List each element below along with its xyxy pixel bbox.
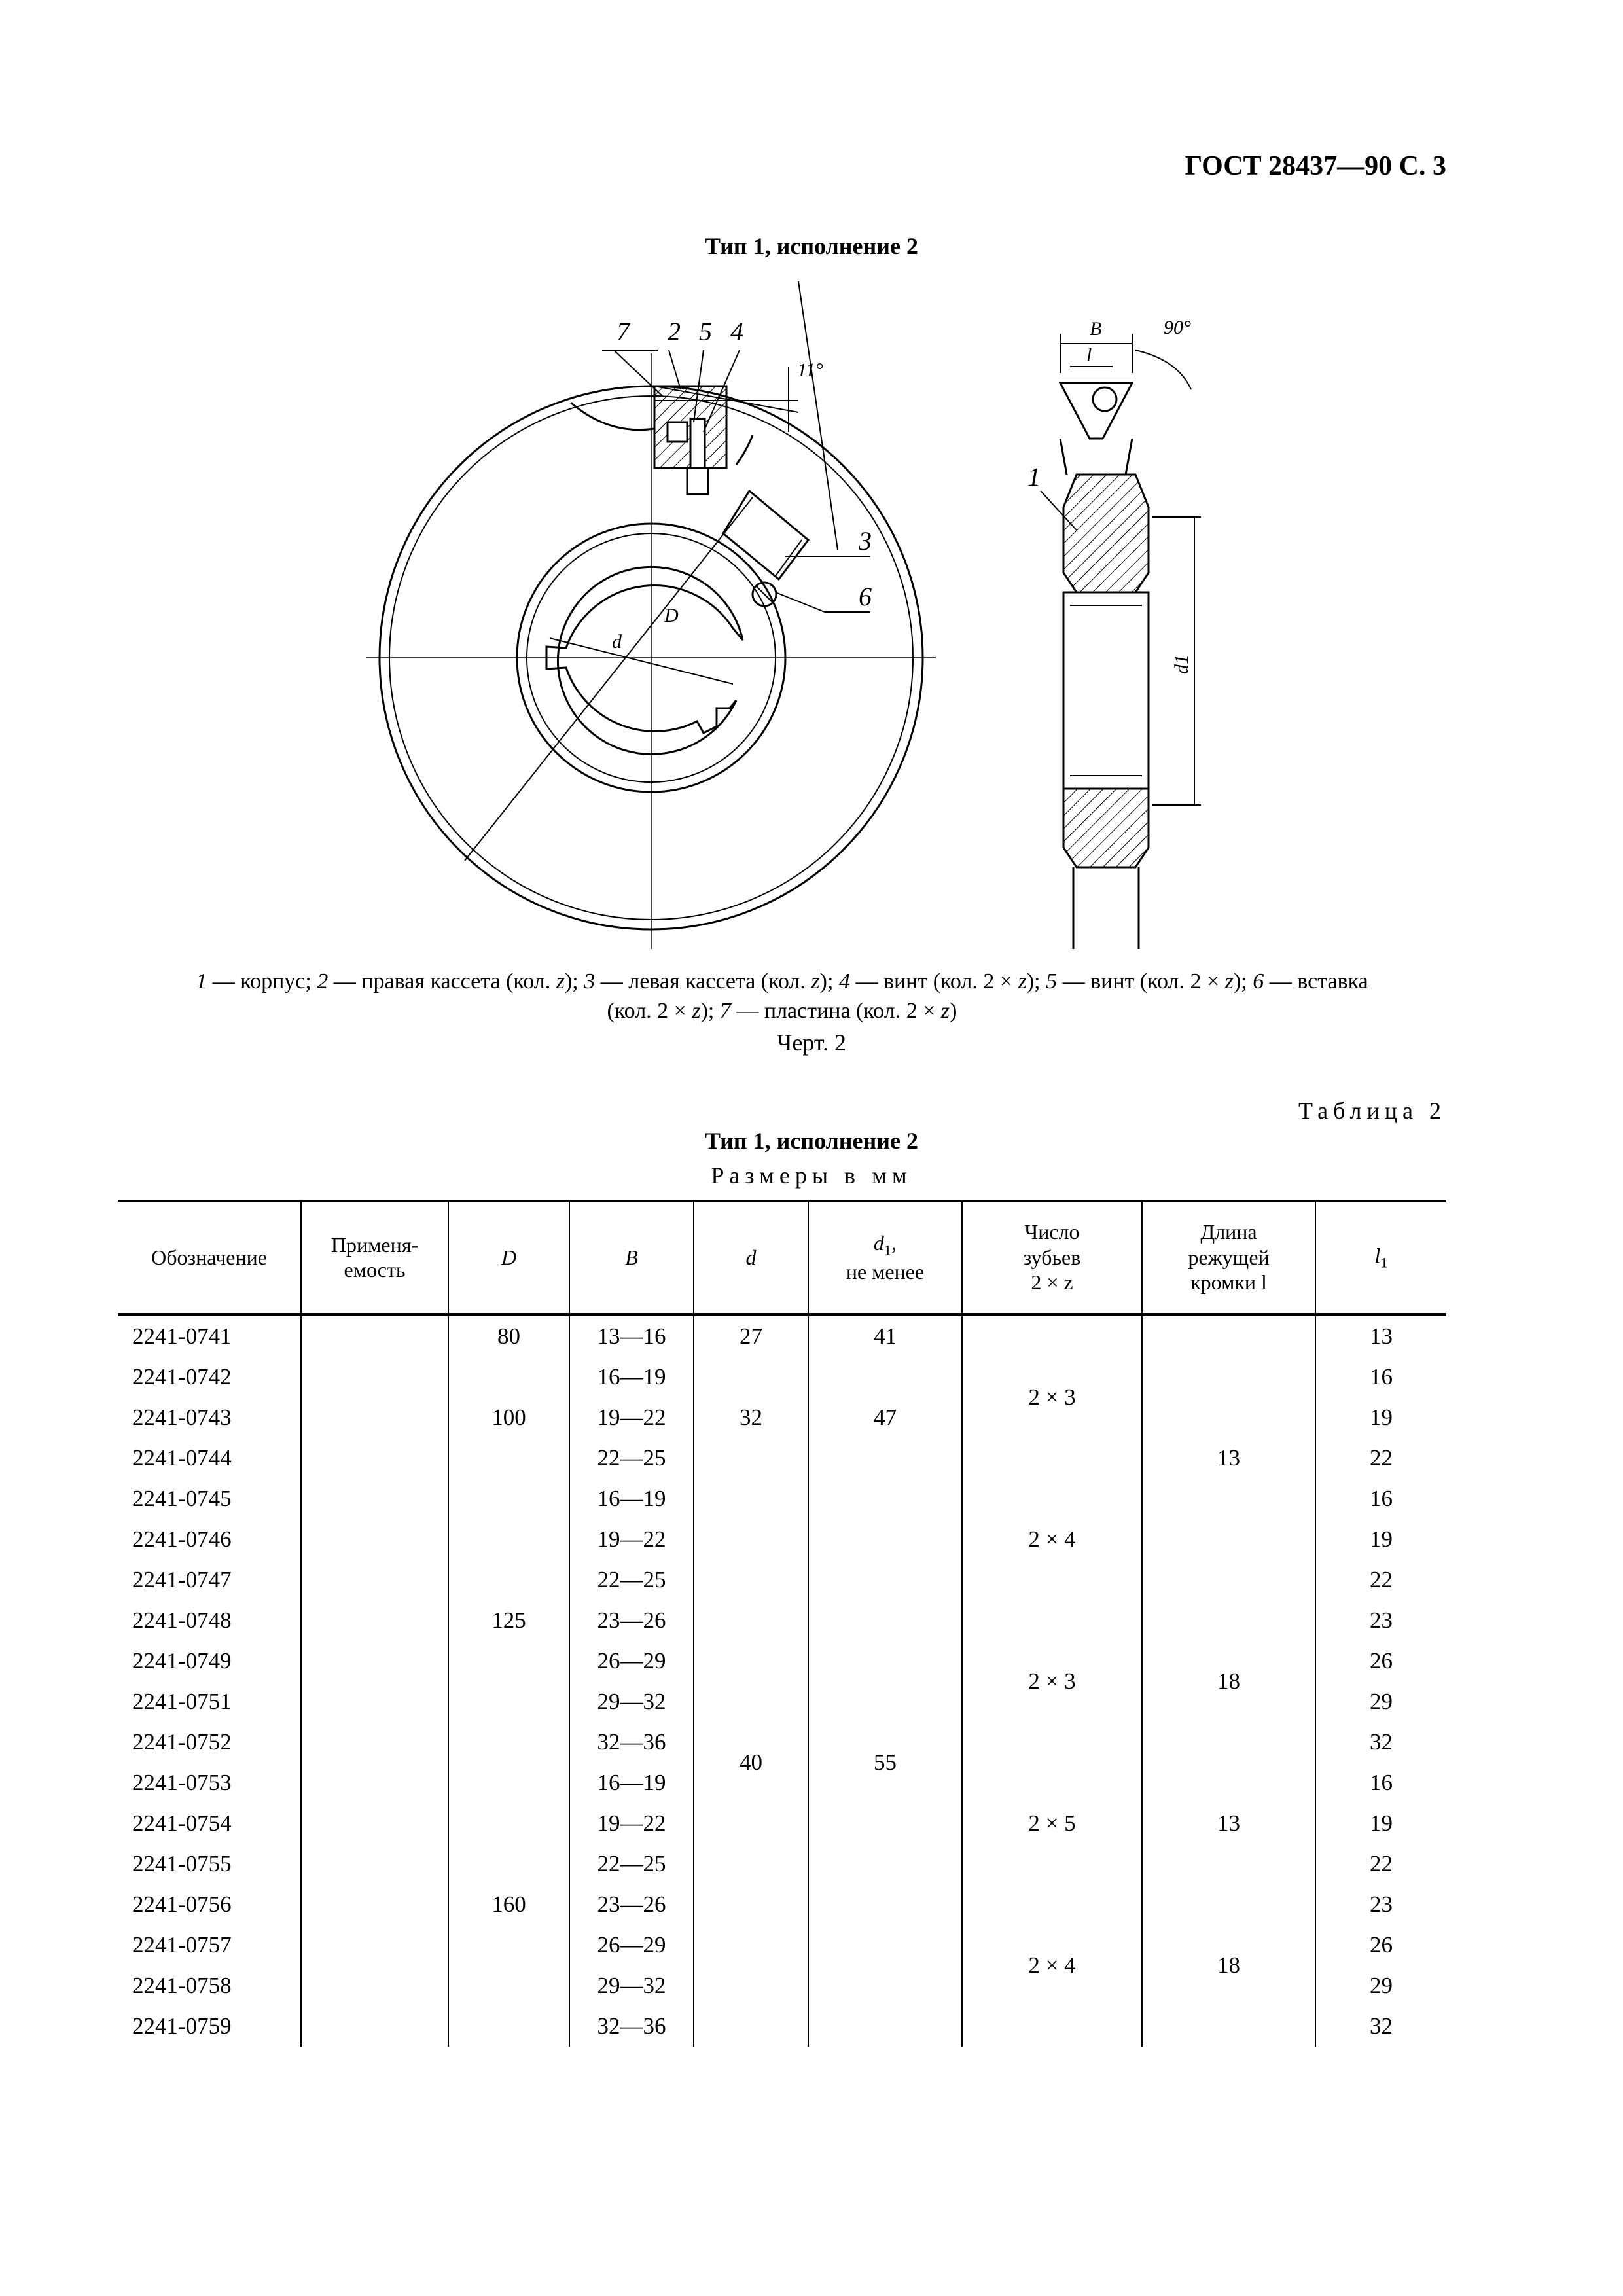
cell-B: 29—32 [569, 1965, 694, 2006]
header-text: B [625, 1245, 638, 1269]
caption-text: ) [950, 998, 957, 1023]
caption-var: z [811, 969, 820, 994]
body-section-lower [1063, 789, 1149, 867]
cell-cutting-length: 13 [1142, 1315, 1315, 1601]
hub-bore-section [1063, 592, 1149, 789]
caption-line-2 [118, 997, 1446, 1026]
callout-5: 5 [699, 317, 712, 346]
angle-90-label: 90° [1164, 317, 1191, 338]
cell-B: 19—22 [569, 1519, 694, 1560]
caption-var: z [1224, 969, 1234, 994]
caption-num: 4 [838, 969, 850, 994]
cell-D: 125 [448, 1479, 569, 1763]
dim-line-D [465, 497, 753, 861]
callout-6: 6 [859, 582, 872, 611]
technical-drawing [366, 281, 1283, 962]
dim-90-arc [1135, 350, 1191, 389]
callout-4: 4 [730, 317, 743, 346]
header-text: Применя- [330, 1232, 419, 1257]
screw-head [687, 468, 708, 494]
caption-text: — пластина (кол. 2 × [730, 998, 941, 1023]
caption-var: z [692, 998, 701, 1023]
cell-designation: 2241-0754 [132, 1810, 232, 1836]
dimensions-table [118, 1200, 1446, 2047]
dim-line-d [550, 638, 733, 684]
header-text: режущей [1188, 1245, 1270, 1269]
table-title: Тип 1, исполнение 2 [705, 1128, 918, 1154]
caption-num: 7 [719, 998, 731, 1023]
drawing-caption [118, 967, 1446, 1026]
leader-2 [669, 350, 681, 389]
leader-7 [614, 350, 662, 396]
cell-designation: 2241-0755 [132, 1851, 232, 1876]
caption-text: ); [1233, 969, 1253, 994]
cell-teeth: 2 × 4 [962, 1479, 1142, 1600]
cell-l1: 23 [1315, 1884, 1446, 1925]
figure-label: Черт. 2 [777, 1030, 846, 1056]
caption-text: — корпус; [207, 969, 317, 994]
cassette-edge [776, 540, 802, 576]
caption-text: ); [700, 998, 720, 1023]
header-cutting-length [1142, 1201, 1315, 1315]
front-view [366, 281, 936, 949]
cell-B: 22—25 [569, 1438, 694, 1479]
caption-var: z [1018, 969, 1027, 994]
header-l1 [1315, 1201, 1446, 1315]
header-text: не менее [846, 1259, 925, 1283]
caption-num: 2 [317, 969, 329, 994]
header-text: d [873, 1230, 884, 1255]
caption-text: — винт (кол. 2 × [1057, 969, 1225, 994]
callout-1: 1 [1027, 462, 1041, 492]
side-edge-right [1126, 439, 1132, 475]
table-header-row [118, 1201, 1446, 1315]
cell-designation: 2241-0747 [132, 1567, 232, 1592]
header-text: D [501, 1245, 517, 1269]
cell-cutting-length: 13 [1142, 1763, 1315, 1884]
cell-d: 32 [694, 1357, 808, 1479]
cell-teeth: 2 × 5 [962, 1763, 1142, 1884]
cell-designation: 2241-0744 [132, 1445, 232, 1471]
dim-d1-label: d1 [1171, 655, 1192, 674]
header-subscript: 1 [883, 1242, 892, 1259]
cell-l1: 26 [1315, 1641, 1446, 1681]
table-label: Таблица 2 [1298, 1098, 1446, 1124]
cell-B: 32—36 [569, 2006, 694, 2047]
cassette-recess-right [736, 435, 753, 465]
dim-B-label: B [1090, 318, 1102, 340]
side-edge-left [1060, 439, 1067, 475]
header-subscript: 1 [1380, 1254, 1388, 1271]
caption-num: 6 [1253, 969, 1264, 994]
cell-B: 19—22 [569, 1397, 694, 1438]
header-text: 2 × z [1031, 1270, 1073, 1295]
caption-text: — винт (кол. 2 × [849, 969, 1018, 994]
cell-designation: 2241-0748 [132, 1607, 232, 1633]
cell-d1: 41 [808, 1315, 962, 1357]
caption-var: z [556, 969, 565, 994]
cell-l1: 29 [1315, 1681, 1446, 1722]
cassette-pocket [668, 422, 687, 442]
cell-l1: 19 [1315, 1397, 1446, 1438]
cell-teeth: 2 × 4 [962, 1884, 1142, 2047]
cell-designation: 2241-0742 [132, 1364, 232, 1390]
cell-designation: 2241-0745 [132, 1486, 232, 1511]
cell-B: 32—36 [569, 1722, 694, 1763]
table-units: Размеры в мм [711, 1162, 912, 1189]
cell-B: 19—22 [569, 1803, 694, 1844]
angle-11-label: 11° [797, 359, 823, 381]
caption-var: z [940, 998, 950, 1023]
header-d [694, 1201, 808, 1315]
cell-teeth: 2 × 3 [962, 1600, 1142, 1763]
cell-designation: 2241-0753 [132, 1770, 232, 1795]
dim-D-label: D [664, 605, 679, 626]
tooth-hole [1093, 387, 1116, 411]
cell-B: 16—19 [569, 1357, 694, 1397]
side-view [1041, 334, 1201, 949]
cutter-drawing-svg [366, 281, 1283, 962]
header-text: емость [344, 1258, 406, 1282]
body-section-upper [1063, 475, 1149, 592]
cell-B: 26—29 [569, 1925, 694, 1965]
header-text: l [1374, 1243, 1381, 1267]
header-text: кромки l [1190, 1270, 1267, 1295]
cell-l1: 22 [1315, 1438, 1446, 1479]
callout-2: 2 [668, 317, 681, 346]
drawing-title: Тип 1, исполнение 2 [705, 233, 918, 259]
leader-6 [776, 592, 825, 612]
caption-text: — левая кассета (кол. [595, 969, 812, 994]
cell-designation: 2241-0749 [132, 1648, 232, 1674]
cell-cutting-length: 18 [1142, 1884, 1315, 2047]
cell-d: 40 [694, 1479, 808, 2047]
cell-l1: 16 [1315, 1479, 1446, 1519]
header-text: Обозначение [151, 1245, 267, 1269]
header-text: , [891, 1230, 897, 1255]
dim-l-label: l [1086, 344, 1092, 366]
cell-designation: 2241-0743 [132, 1405, 232, 1430]
cell-l1: 19 [1315, 1519, 1446, 1560]
cell-B: 22—25 [569, 1844, 694, 1884]
caption-text: ); [564, 969, 584, 994]
header-B [569, 1201, 694, 1315]
cell-l1: 22 [1315, 1560, 1446, 1600]
cell-designation: 2241-0746 [132, 1526, 232, 1552]
table-row [118, 1315, 1446, 1357]
cell-designation: 2241-0751 [132, 1689, 232, 1714]
cell-D: 160 [448, 1763, 569, 2047]
caption-text: (кол. 2 × [607, 998, 692, 1023]
callout-3: 3 [859, 526, 872, 556]
header-teeth [962, 1201, 1142, 1315]
callout-7: 7 [616, 317, 630, 346]
cell-l1: 19 [1315, 1803, 1446, 1844]
header-d1 [808, 1201, 962, 1315]
cell-cutting-length: 18 [1142, 1600, 1315, 1763]
caption-text: — вставка [1264, 969, 1368, 994]
cell-designation: 2241-0759 [132, 2013, 232, 2039]
cell-designation: 2241-0752 [132, 1729, 232, 1755]
cell-l1: 16 [1315, 1763, 1446, 1803]
cell-designation: 2241-0756 [132, 1892, 232, 1917]
cell-B: 29—32 [569, 1681, 694, 1722]
header-text: зубьев [1023, 1245, 1081, 1269]
cell-D: 100 [448, 1357, 569, 1479]
cell-designation: 2241-0757 [132, 1932, 232, 1958]
dim-d-label: d [612, 631, 622, 653]
leader-3 [798, 281, 838, 550]
header-text: Число [1024, 1220, 1080, 1244]
header-designation [118, 1201, 301, 1315]
cell-l1: 32 [1315, 2006, 1446, 2047]
cell-B: 16—19 [569, 1763, 694, 1803]
cell-B: 16—19 [569, 1479, 694, 1519]
cassette-recess [571, 403, 654, 430]
caption-text: — правая кассета (кол. [328, 969, 556, 994]
cell-B: 23—26 [569, 1884, 694, 1925]
header-applicability [301, 1201, 448, 1315]
caption-num: 3 [584, 969, 596, 994]
header-text: Длина [1200, 1220, 1257, 1244]
caption-num: 1 [196, 969, 207, 994]
cell-d: 27 [694, 1315, 808, 1357]
document-reference: ГОСТ 28437—90 С. 3 [1185, 151, 1446, 181]
cell-designation: 2241-0758 [132, 1973, 232, 1998]
cell-B: 22—25 [569, 1560, 694, 1600]
cell-d1: 55 [808, 1479, 962, 2047]
header-text: d [745, 1245, 757, 1269]
cell-d1: 47 [808, 1357, 962, 1479]
screw-bore [690, 419, 705, 468]
caption-num: 5 [1046, 969, 1058, 994]
header-D [448, 1201, 569, 1315]
bore-outline [546, 567, 743, 754]
cell-l1: 16 [1315, 1357, 1446, 1397]
cell-l1: 23 [1315, 1600, 1446, 1641]
cell-l1: 13 [1315, 1315, 1446, 1357]
cell-D: 80 [448, 1315, 569, 1357]
cell-applicability [301, 1315, 448, 2047]
cell-l1: 32 [1315, 1722, 1446, 1763]
caption-line-1 [118, 967, 1446, 997]
cell-B: 13—16 [569, 1315, 694, 1357]
cell-l1: 26 [1315, 1925, 1446, 1965]
cell-B: 26—29 [569, 1641, 694, 1681]
cell-designation: 2241-0741 [132, 1323, 232, 1349]
cell-l1: 22 [1315, 1844, 1446, 1884]
caption-text: ); [819, 969, 839, 994]
cell-teeth: 2 × 3 [962, 1315, 1142, 1479]
caption-text: ); [1026, 969, 1046, 994]
cell-B: 23—26 [569, 1600, 694, 1641]
cell-l1: 29 [1315, 1965, 1446, 2006]
